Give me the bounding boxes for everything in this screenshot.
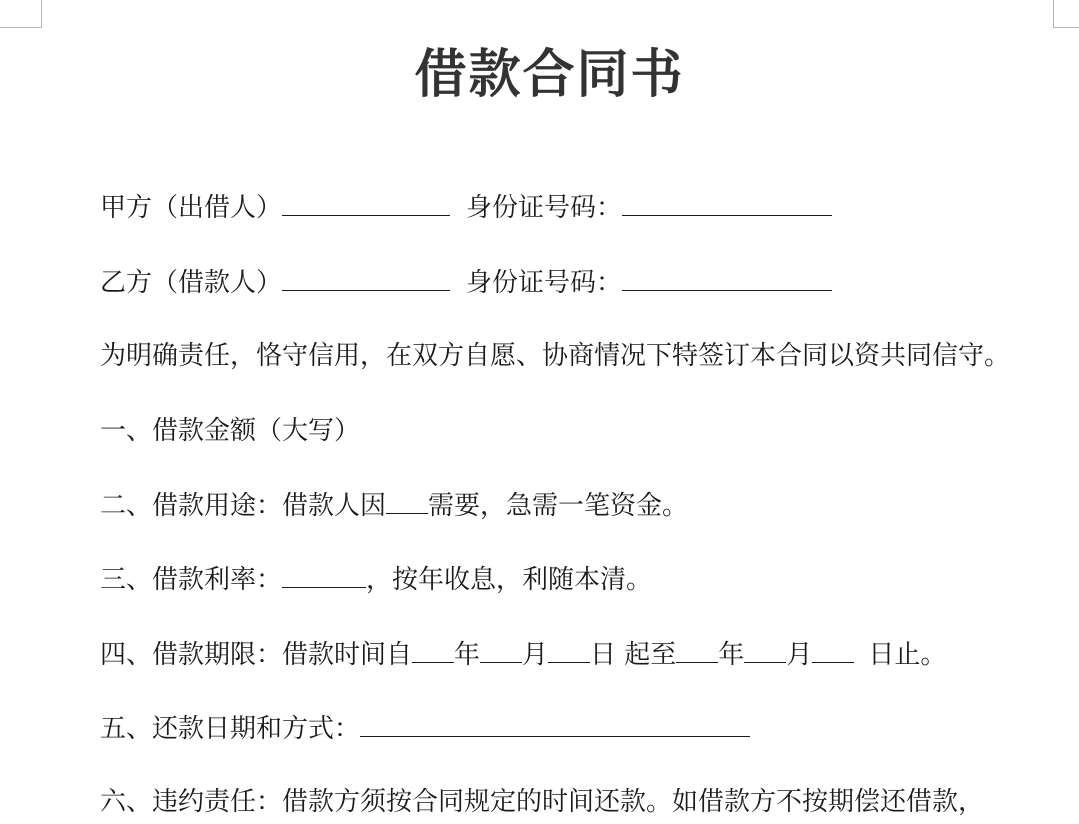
end-day-blank[interactable] bbox=[812, 636, 854, 663]
clause-3-prefix: 三、借款利率： bbox=[100, 565, 283, 595]
clause-2-loan-purpose bbox=[100, 487, 688, 524]
party-b-name-blank[interactable] bbox=[282, 264, 450, 291]
document-title: 借款合同书 bbox=[414, 44, 685, 105]
preamble: 为明确责任，恪守信用，在双方自愿、协商情况下特签订本合同以资共同信守。 bbox=[100, 341, 1011, 371]
clause-4-day-from: 日 起至 bbox=[590, 640, 677, 670]
clause-4-year: 年 bbox=[454, 640, 481, 670]
clause-3-suffix: ，按年收息，利随本清。 bbox=[366, 565, 653, 595]
party-b-label: 乙方（借款人） bbox=[100, 268, 283, 298]
clause-4-month2: 月 bbox=[786, 640, 813, 670]
party-a-line bbox=[100, 189, 832, 226]
start-month-blank[interactable] bbox=[480, 636, 522, 663]
clause-5-repayment bbox=[100, 710, 750, 747]
end-month-blank[interactable] bbox=[744, 636, 786, 663]
loan-purpose-blank[interactable] bbox=[386, 487, 428, 514]
clause-1-loan-amount: 一、借款金额（大写） bbox=[100, 416, 361, 446]
clause-4-day-to: 日止。 bbox=[868, 640, 947, 670]
clause-4-loan-term bbox=[100, 636, 946, 673]
clause-4-month: 月 bbox=[522, 640, 549, 670]
end-year-blank[interactable] bbox=[676, 636, 718, 663]
clause-3-interest-rate bbox=[100, 561, 652, 598]
clause-6-liability: 六、违约责任：借款方须按合同规定的时间还款。如借款方不按期偿还借款， bbox=[100, 787, 985, 817]
party-b-id-blank[interactable] bbox=[622, 264, 832, 291]
party-a-id-blank[interactable] bbox=[622, 189, 832, 216]
start-day-blank[interactable] bbox=[548, 636, 590, 663]
page-corner-mark-left bbox=[0, 0, 42, 28]
party-a-label: 甲方（出借人） bbox=[100, 193, 283, 223]
party-b-id-label: 身份证号码： bbox=[466, 268, 623, 298]
clause-5-prefix: 五、还款日期和方式： bbox=[100, 714, 361, 744]
party-a-id-label: 身份证号码： bbox=[466, 193, 623, 223]
clause-4-prefix: 四、借款期限：借款时间自 bbox=[100, 640, 413, 670]
party-b-line bbox=[100, 264, 832, 301]
clause-4-year2: 年 bbox=[718, 640, 745, 670]
repayment-method-blank[interactable] bbox=[360, 710, 750, 737]
clause-2-suffix: 需要，急需一笔资金。 bbox=[428, 491, 689, 521]
start-year-blank[interactable] bbox=[412, 636, 454, 663]
page-corner-mark-right bbox=[1053, 0, 1079, 28]
interest-rate-blank[interactable] bbox=[282, 561, 366, 588]
clause-2-prefix: 二、借款用途：借款人因 bbox=[100, 491, 387, 521]
party-a-name-blank[interactable] bbox=[282, 189, 450, 216]
